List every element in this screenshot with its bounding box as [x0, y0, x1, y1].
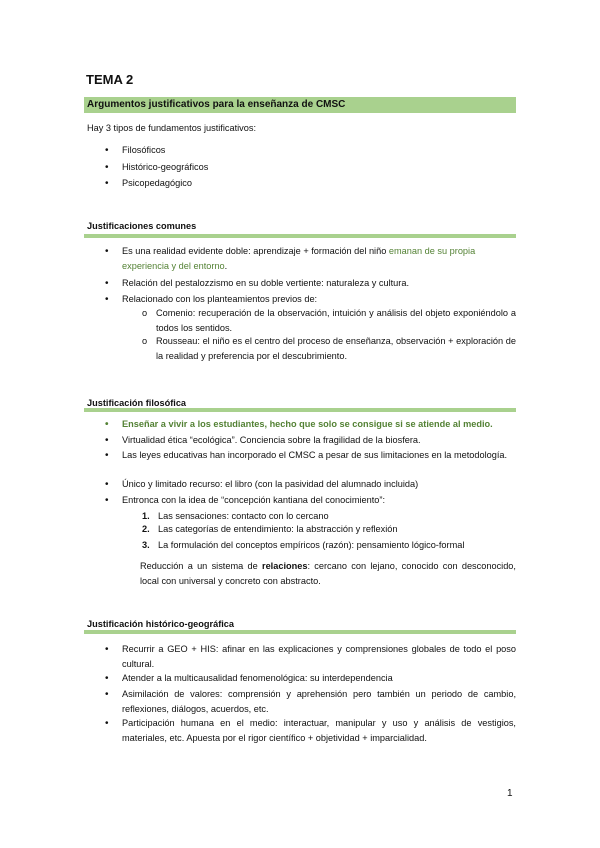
list-item: • Filosóficos: [122, 143, 516, 158]
item-text: La formulación del conceptos empíricos (razón): pensamiento lógico-formal: [158, 540, 465, 550]
list-item: • Enseñar a vivir a los estudiantes, hecho que solo se consigue si se atiende al medio.: [122, 417, 516, 432]
section-underline: [84, 234, 516, 238]
item-number: 1.: [142, 511, 150, 521]
list-item: • Recurrir a GEO + HIS: afinar en las explicaciones y comprensiones globales de todo el poso cultural.: [122, 642, 516, 672]
item-number: 3.: [142, 540, 150, 550]
highlight-text: experiencia y del entorno: [122, 261, 225, 271]
section-underline: [84, 630, 516, 634]
bold-term: relaciones: [262, 561, 308, 571]
section-heading: Justificación histórico-geográfica: [87, 619, 235, 629]
page-title: TEMA 2: [86, 72, 134, 87]
reduction-paragraph: [140, 559, 516, 589]
list-item: • Las leyes educativas han incorporado el CMSC a pesar de sus limitaciones en la metodología.: [122, 448, 516, 463]
list-item: • Único y limitado recurso: el libro (con la pasividad del alumnado incluida): [122, 477, 516, 492]
sub-list-item: [142, 334, 516, 364]
sub-item-text: Comenio: recuperación de la observación, intuición y análisis del objeto exponiéndolo a todos los sentidos.: [156, 308, 516, 333]
list-item: • Relacionado con los planteamientos previos de:: [122, 292, 516, 307]
numbered-item: [142, 538, 465, 553]
item-text: Las categorías de entendimiento: la abstracción y reflexión: [158, 524, 398, 534]
item-text: Las sensaciones: contacto con lo cercano: [158, 511, 329, 521]
band-title: Argumentos justificativos para la enseñanza de CMSC: [87, 99, 346, 110]
highlight-text: emanan de su propia: [388, 246, 476, 256]
section-heading: Justificación filosófica: [87, 398, 187, 408]
list-item: • Asimilación de valores: comprensión y aprehensión pero también un periodo de cambio, reflexiones, diálogos, acuerdos, etc.: [122, 687, 516, 717]
sub-list-item: [142, 306, 516, 336]
text-segment: .: [224, 261, 228, 271]
intro-text: Hay 3 tipos de fundamentos justificativos:: [87, 123, 257, 133]
list-item: • Participación humana en el medio: interactuar, manipular y uso y análisis de vestigios, materiales, etc. Apuesta por el rigor científico + objetividad + imparcialidad.: [122, 716, 516, 746]
list-item: • Relación del pestalozzismo en su doble vertiente: naturaleza y cultura.: [122, 276, 516, 291]
list-item: • Histórico-geográficos: [122, 160, 516, 175]
section-heading: Justificaciones comunes: [87, 221, 197, 231]
text-segment: Reducción a un sistema de: [140, 561, 262, 571]
section-underline: [84, 408, 516, 412]
sub-bullet: o: [142, 336, 148, 346]
item-number: 2.: [142, 524, 150, 534]
sub-item-text: Rousseau: el niño es el centro del proceso de enseñanza, observación + exploración de la realidad y preferencia por el descubrimiento.: [156, 336, 516, 361]
list-item: • Entronca con la idea de “concepción kantiana del conocimiento”:: [122, 493, 516, 508]
numbered-item: [142, 522, 398, 537]
text-segment: : cercano con lejano, conocido con desconocido, local con universal y concreto con abstracto.: [140, 561, 516, 586]
list-item: • Psicopedagógico: [122, 176, 516, 191]
page-number: 1: [507, 788, 513, 799]
text-segment: Es una realidad evidente doble: aprendizaje + formación del niño: [122, 246, 389, 256]
list-item: [122, 244, 516, 274]
list-item: • Virtualidad ética “ecológica”. Conciencia sobre la fragilidad de la biosfera.: [122, 433, 516, 448]
sub-bullet: o: [142, 308, 148, 318]
list-item: • Atender a la multicausalidad fenomenológica: su interdependencia: [122, 671, 516, 686]
